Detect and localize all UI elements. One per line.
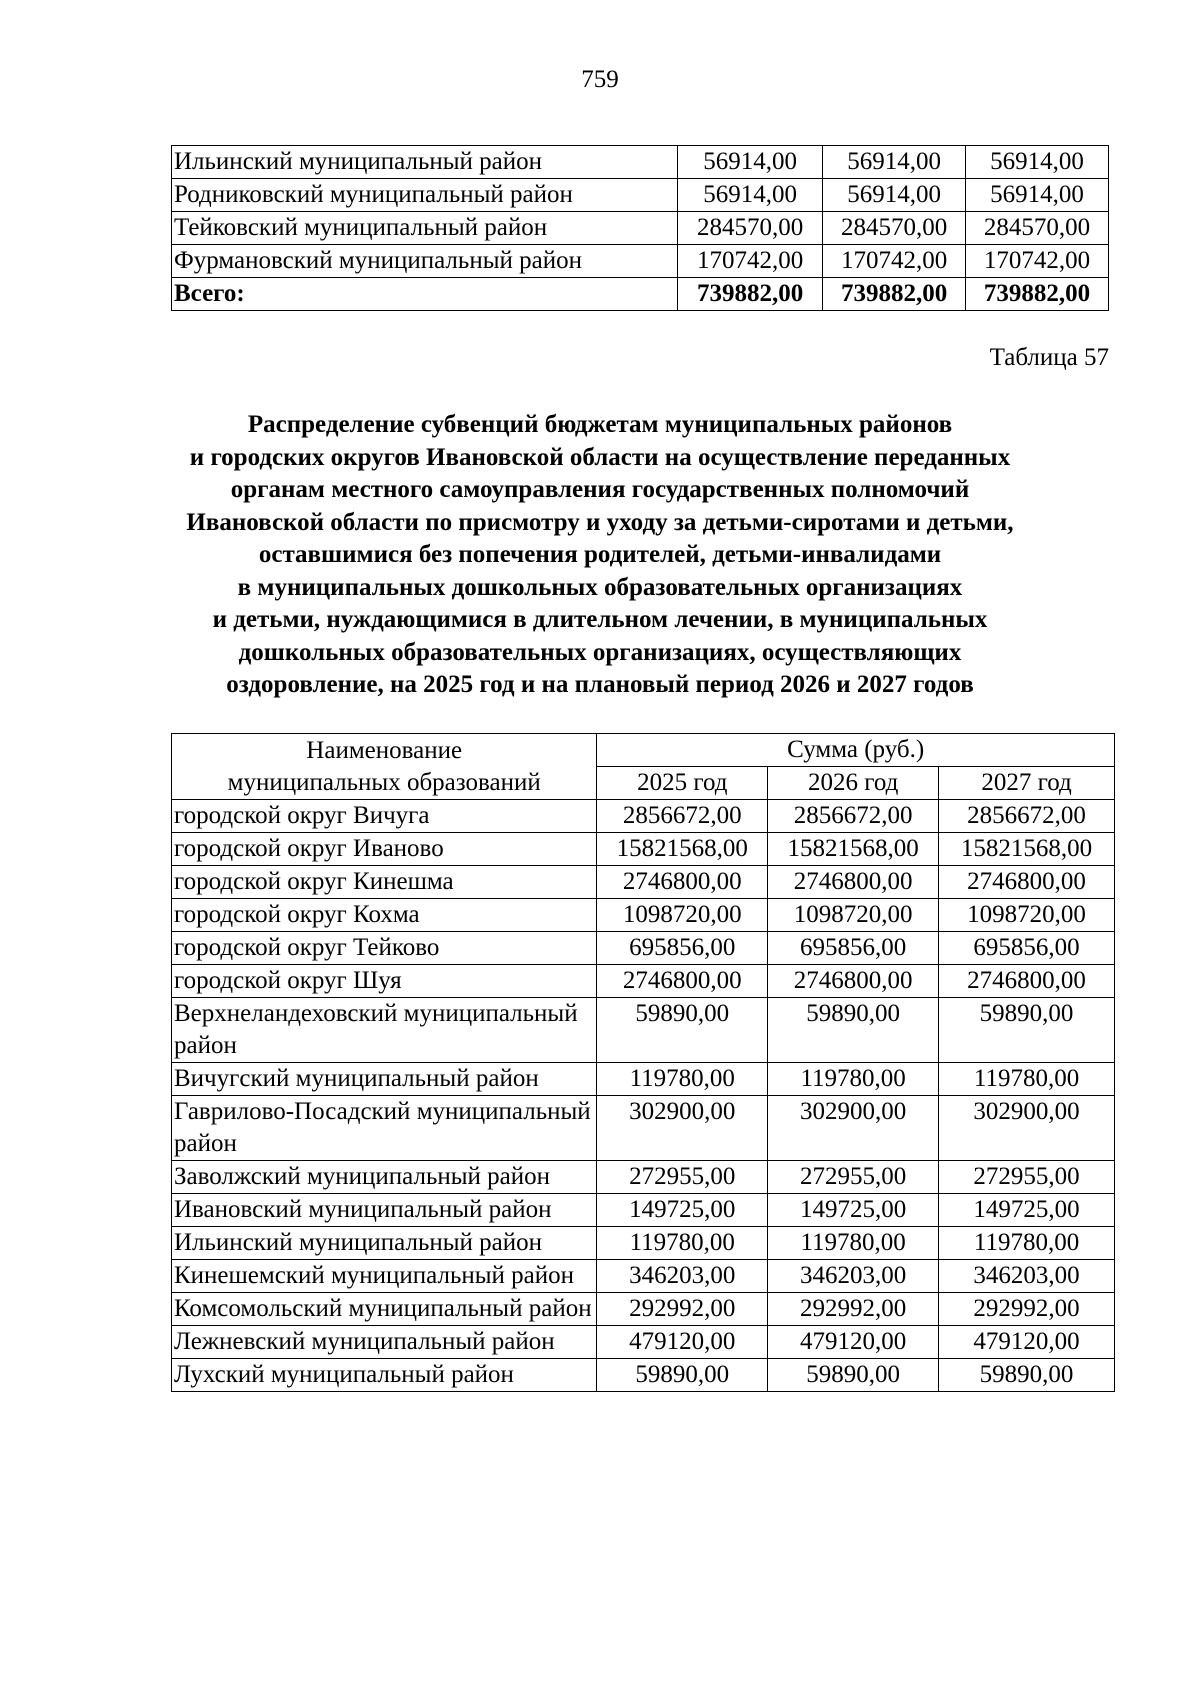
- name-cell: Ильинский муниципальный район: [172, 146, 678, 179]
- value-2027-cell: 119780,00: [939, 1227, 1115, 1260]
- name-cell: Родниковский муниципальный район: [172, 179, 678, 212]
- value-2027-cell: 1098720,00: [939, 899, 1115, 932]
- value-2025-cell: 56914,00: [678, 179, 823, 212]
- value-2025-cell: 284570,00: [678, 212, 823, 245]
- top-table: [171, 145, 1109, 311]
- table-row: [172, 1161, 1115, 1194]
- header-name-line1: Наименование: [306, 736, 463, 764]
- table-row: [172, 245, 1109, 278]
- value-2027-cell: 272955,00: [939, 1161, 1115, 1194]
- header-name-line2: муниципальных образований: [227, 768, 541, 796]
- caption-line: и городских округов Ивановской области на осуществление переданных: [189, 443, 1011, 471]
- value-2025-cell: 119780,00: [597, 1227, 768, 1260]
- name-cell: Ильинский муниципальный район: [172, 1227, 597, 1260]
- value-2026-cell: 119780,00: [768, 1063, 939, 1096]
- value-2027-cell: 15821568,00: [939, 833, 1115, 866]
- value-2025-cell: 59890,00: [597, 1359, 768, 1392]
- name-cell: Лухский муниципальный район: [172, 1359, 597, 1392]
- value-2026-cell: 149725,00: [768, 1194, 939, 1227]
- caption-line: дошкольных образовательных организациях, осуществляющих: [238, 638, 962, 666]
- table-row: [172, 146, 1109, 179]
- caption-line: Ивановской области по присмотру и уходу за детьми-сиротами и детьми,: [186, 508, 1014, 536]
- table-row: [172, 965, 1115, 998]
- value-2026-cell: 2746800,00: [768, 866, 939, 899]
- value-2026-cell: 170742,00: [823, 245, 966, 278]
- caption-line: Распределение субвенций бюджетам муниципальных районов: [247, 411, 953, 438]
- page-number: 759: [581, 66, 619, 93]
- header-year-2027: 2027 год: [939, 767, 1115, 800]
- name-cell: Ивановский муниципальный район: [172, 1194, 597, 1227]
- name-cell: Всего:: [172, 278, 678, 311]
- value-2026-cell: 272955,00: [768, 1161, 939, 1194]
- value-2025-cell: 119780,00: [597, 1063, 768, 1096]
- value-2025-cell: 149725,00: [597, 1194, 768, 1227]
- value-2026-cell: 15821568,00: [768, 833, 939, 866]
- name-cell: городской округ Шуя: [172, 965, 597, 998]
- value-2026-cell: 59890,00: [768, 1359, 939, 1392]
- value-2026-cell: 284570,00: [823, 212, 966, 245]
- value-2025-cell: 739882,00: [678, 278, 823, 311]
- caption-line: и детьми, нуждающимися в длительном лечении, в муниципальных: [212, 606, 988, 633]
- value-2027-cell: 149725,00: [939, 1194, 1115, 1227]
- caption-line: оздоровление, на 2025 год и на плановый период 2026 и 2027 годов: [226, 671, 974, 698]
- table-row: [172, 179, 1109, 212]
- value-2027-cell: 59890,00: [939, 1359, 1115, 1392]
- value-2026-cell: 739882,00: [823, 278, 966, 311]
- value-2025-cell: 15821568,00: [597, 833, 768, 866]
- value-2027-cell: 346203,00: [939, 1260, 1115, 1293]
- value-2027-cell: 2746800,00: [939, 866, 1115, 899]
- table-row: [172, 212, 1109, 245]
- table-row: [172, 833, 1115, 866]
- value-2025-cell: 272955,00: [597, 1161, 768, 1194]
- value-2027-cell: 695856,00: [939, 932, 1115, 965]
- table-row: [172, 278, 1109, 311]
- value-2026-cell: 302900,00: [768, 1096, 939, 1161]
- value-2026-cell: 2856672,00: [768, 800, 939, 833]
- value-2025-cell: 695856,00: [597, 932, 768, 965]
- main-table: [171, 733, 1115, 1392]
- table-row: [172, 1359, 1115, 1392]
- name-cell: Фурмановский муниципальный район: [172, 245, 678, 278]
- value-2026-cell: 56914,00: [823, 146, 966, 179]
- value-2025-cell: 479120,00: [597, 1326, 768, 1359]
- value-2025-cell: 59890,00: [597, 998, 768, 1063]
- value-2027-cell: 292992,00: [939, 1293, 1115, 1326]
- name-cell: городской округ Кинешма: [172, 866, 597, 899]
- table-row: [172, 1326, 1115, 1359]
- value-2026-cell: 56914,00: [823, 179, 966, 212]
- caption-line: в муниципальных дошкольных образовательных организациях: [237, 573, 963, 601]
- value-2026-cell: 119780,00: [768, 1227, 939, 1260]
- name-cell: городской округ Кохма: [172, 899, 597, 932]
- caption-line: оставшимися без попечения родителей, детьми-инвалидами: [258, 541, 942, 568]
- name-cell: Заволжский муниципальный район: [172, 1161, 597, 1194]
- header-year-2026: 2026 год: [768, 767, 939, 800]
- header-year-2025: 2025 год: [597, 767, 768, 800]
- value-2027-cell: 119780,00: [939, 1063, 1115, 1096]
- value-2026-cell: 346203,00: [768, 1260, 939, 1293]
- header-row: [172, 734, 1115, 767]
- value-2025-cell: 346203,00: [597, 1260, 768, 1293]
- value-2026-cell: 1098720,00: [768, 899, 939, 932]
- table-row: [172, 1293, 1115, 1326]
- value-2027-cell: 284570,00: [966, 212, 1109, 245]
- table-row: [172, 1227, 1115, 1260]
- value-2027-cell: 2856672,00: [939, 800, 1115, 833]
- value-2027-cell: 56914,00: [966, 146, 1109, 179]
- table-row: [172, 866, 1115, 899]
- name-cell: городской округ Тейково: [172, 932, 597, 965]
- value-2026-cell: 695856,00: [768, 932, 939, 965]
- value-2025-cell: 302900,00: [597, 1096, 768, 1161]
- value-2026-cell: 2746800,00: [768, 965, 939, 998]
- name-cell: Тейковский муниципальный район: [172, 212, 678, 245]
- value-2025-cell: 292992,00: [597, 1293, 768, 1326]
- table-caption: [140, 409, 1060, 702]
- header-name: [172, 734, 597, 800]
- table-row: [172, 1194, 1115, 1227]
- value-2025-cell: 56914,00: [678, 146, 823, 179]
- value-2025-cell: 2746800,00: [597, 965, 768, 998]
- value-2025-cell: 2746800,00: [597, 866, 768, 899]
- name-cell: городской округ Иваново: [172, 833, 597, 866]
- table-row: [172, 1063, 1115, 1096]
- name-cell: Гаврилово-Посадский муниципальный район: [172, 1096, 597, 1161]
- caption-line: органам местного самоуправления государственных полномочий: [230, 476, 970, 503]
- value-2027-cell: 2746800,00: [939, 965, 1115, 998]
- value-2027-cell: 170742,00: [966, 245, 1109, 278]
- value-2026-cell: 479120,00: [768, 1326, 939, 1359]
- name-cell: Кинешемский муниципальный район: [172, 1260, 597, 1293]
- name-cell: Лежневский муниципальный район: [172, 1326, 597, 1359]
- value-2027-cell: 739882,00: [966, 278, 1109, 311]
- value-2025-cell: 1098720,00: [597, 899, 768, 932]
- value-2027-cell: 59890,00: [939, 998, 1115, 1063]
- table-row: [172, 800, 1115, 833]
- name-cell: городской округ Вичуга: [172, 800, 597, 833]
- table-row: [172, 899, 1115, 932]
- table-row: [172, 1096, 1115, 1161]
- name-cell: Вичугский муниципальный район: [172, 1063, 597, 1096]
- table-row: [172, 1260, 1115, 1293]
- value-2025-cell: 170742,00: [678, 245, 823, 278]
- table-label: Таблица 57: [989, 344, 1109, 371]
- value-2027-cell: 56914,00: [966, 179, 1109, 212]
- value-2025-cell: 2856672,00: [597, 800, 768, 833]
- value-2026-cell: 292992,00: [768, 1293, 939, 1326]
- table-row: [172, 998, 1115, 1063]
- value-2027-cell: 302900,00: [939, 1096, 1115, 1161]
- name-cell: Верхнеландеховский муниципальный район: [172, 998, 597, 1063]
- value-2026-cell: 59890,00: [768, 998, 939, 1063]
- table-row: [172, 932, 1115, 965]
- value-2027-cell: 479120,00: [939, 1326, 1115, 1359]
- name-cell: Комсомольский муниципальный район: [172, 1293, 597, 1326]
- header-sum: Сумма (руб.): [597, 734, 1115, 767]
